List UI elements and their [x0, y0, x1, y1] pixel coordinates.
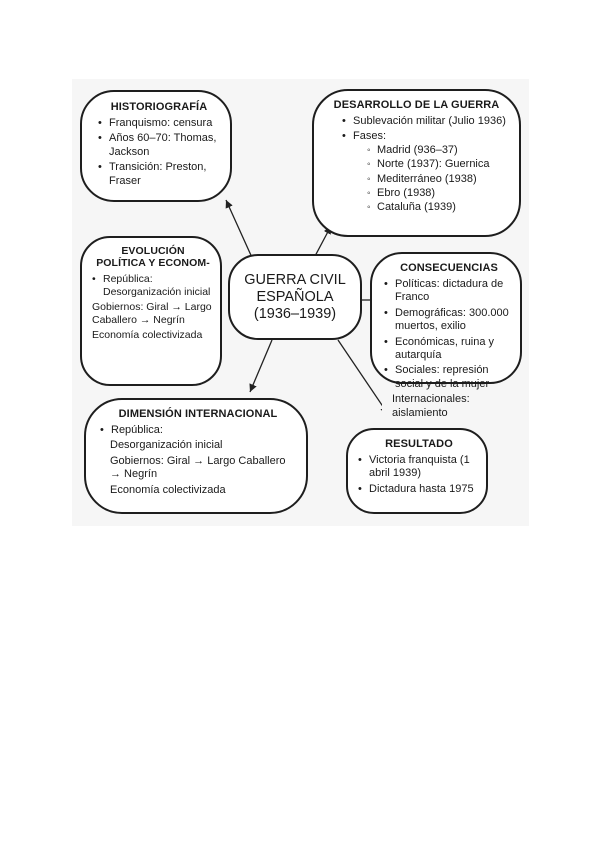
- list-item: • República:: [100, 424, 296, 437]
- node-evolucion: [80, 236, 222, 386]
- dimension-title: DIMENSIÓN INTERNACIONAL: [118, 408, 278, 420]
- dimension-line: Gobiernos: Giral → Largo Caballero → Negrín: [110, 454, 286, 481]
- node-desarrollo: [312, 89, 521, 237]
- node-consecuencias: [370, 252, 522, 419]
- consecuencias-title: CONSECUENCIAS: [400, 262, 498, 274]
- evolucion-title: [92, 245, 214, 269]
- list-item: • Años 60–70: Thomas, Jackson: [98, 132, 220, 159]
- arrow-to-historiografia: [226, 200, 254, 262]
- list-item: • Demográficas: 300.000 muertos, exilio: [384, 307, 514, 334]
- node-dimension: [84, 398, 308, 514]
- list-item: • Franquismo: censura: [98, 117, 220, 130]
- node-historiografia: [80, 90, 232, 202]
- dimension-line: Economía colectivizada: [110, 483, 226, 496]
- evolucion-title-line2: POLÍTICA Y ECONOM-: [96, 257, 210, 269]
- center-line1: GUERRA CIVIL: [244, 271, 346, 288]
- node-resultado: [346, 428, 488, 514]
- list-item: • República: Desorganización inicial: [92, 273, 214, 299]
- evolucion-line: Gobiernos: Giral → Largo Caballero → Negrín: [92, 301, 212, 326]
- fases-label: Fases:: [353, 130, 387, 143]
- resultado-title: RESULTADO: [385, 438, 453, 450]
- center-line3: (1936–1939): [253, 305, 337, 322]
- fase-item: ◦ Cataluña (1939): [367, 201, 511, 214]
- evolucion-title-line1: EVOLUCIÓN: [121, 245, 185, 257]
- central-topic: [228, 254, 362, 340]
- list-item: • Sublevación militar (Julio 1936): [342, 115, 511, 128]
- list-item: • Dictadura hasta 1975: [358, 483, 480, 496]
- evolucion-line: Economía colectivizada: [92, 329, 203, 341]
- arrow-to-dimension: [250, 340, 272, 392]
- center-line2: ESPAÑOLA: [256, 288, 334, 305]
- fase-item: ◦ Mediterráneo (1938): [367, 173, 511, 186]
- fase-item: ◦ Norte (1937): Guernica: [367, 158, 511, 171]
- consecuencias-line: Internacionales: aislamiento: [382, 393, 492, 420]
- fase-item: ◦ Madrid (936–37): [367, 144, 511, 157]
- list-item: • Victoria franquista (1 abril 1939): [358, 454, 480, 481]
- historiografia-title: HISTORIOGRAFÍA: [110, 101, 208, 113]
- fase-item: ◦ Ebro (1938): [367, 187, 511, 200]
- list-item: • Políticas: dictadura de Franco: [384, 278, 514, 305]
- list-item: • Transición: Preston, Fraser: [98, 161, 220, 188]
- list-item: [342, 130, 511, 214]
- list-item: • Económicas, ruina y autarquía: [384, 336, 514, 363]
- list-item: • Sociales: represión social y de la mujer: [384, 364, 514, 391]
- desarrollo-title: DESARROLLO DE LA GUERRA: [333, 99, 500, 111]
- dimension-line: Desorganización inicial: [110, 439, 223, 452]
